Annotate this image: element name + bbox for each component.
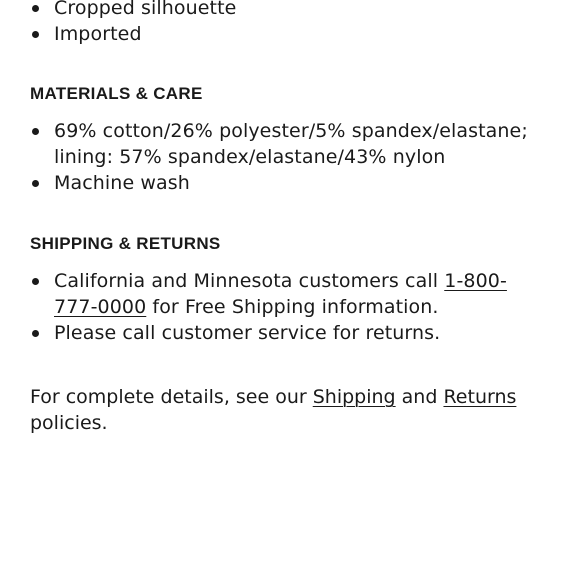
policy-details-text xyxy=(30,384,550,436)
list-item: Please call customer service for returns. xyxy=(30,320,550,346)
list-item: Machine wash xyxy=(30,170,550,196)
shipping-returns-heading: SHIPPING & RETURNS xyxy=(30,234,221,253)
shipping-text-after: for Free Shipping information. xyxy=(146,296,439,318)
list-item: 69% cotton/26% polyester/5% spandex/elastane; lining: 57% spandex/elastane/43% nylon xyxy=(30,118,550,170)
list-item xyxy=(30,268,550,320)
returns-policy-link[interactable]: Returns xyxy=(443,386,517,408)
details-text-middle: and xyxy=(395,386,444,408)
shipping-text-before: California and Minnesota customers call xyxy=(54,270,445,292)
phone-link[interactable]: 1-800-777-0000 xyxy=(54,270,507,318)
details-text-after: policies. xyxy=(30,412,108,434)
materials-care-heading: MATERIALS & CARE xyxy=(30,84,203,103)
shipping-policy-link[interactable]: Shipping xyxy=(312,386,396,408)
shipping-returns-list xyxy=(30,268,550,346)
features-list xyxy=(30,0,236,47)
details-text-before: For complete details, see our xyxy=(30,386,313,408)
materials-care-list xyxy=(30,118,550,196)
list-item: Cropped silhouette xyxy=(30,0,236,21)
list-item: Imported xyxy=(30,21,236,47)
